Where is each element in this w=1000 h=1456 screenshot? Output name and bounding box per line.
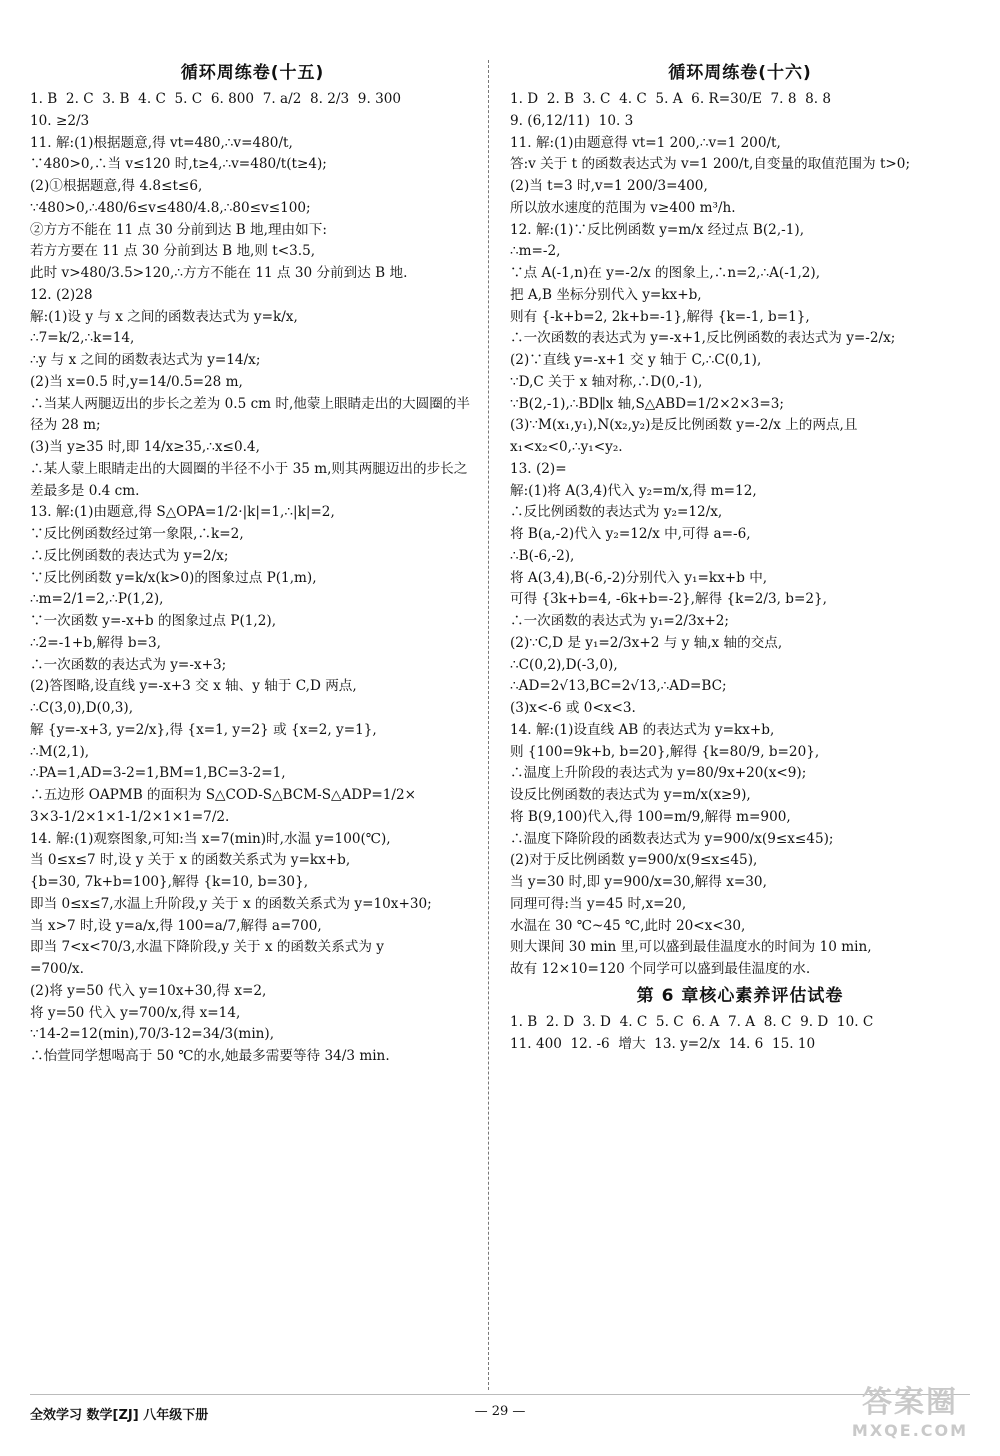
answer-line: ∴2=-1+b,解得 b=3, <box>30 634 161 651</box>
answer-line: ∴一次函数的表达式为 y=-x+3; <box>30 656 227 673</box>
answer-line: ∴y 与 x 之间的函数表达式为 y=14/x; <box>30 352 261 369</box>
answer-line: ∵D,C 关于 x 轴对称,∴D(0,-1), <box>510 373 703 390</box>
answer-line: {b=30, 7k+b=100},解得 {k=10, b=30}, <box>30 874 309 891</box>
answer-line: (3)x<-6 或 0<x<3. <box>510 700 636 717</box>
answer-line: 14. 解:(1)设直线 AB 的表达式为 y=kx+b, <box>510 721 775 738</box>
page-number: — 29 — <box>474 1404 526 1419</box>
left-answer-list <box>30 89 475 1068</box>
answer-line: 答:v 关于 t 的函数表达式为 v=1 200/t,自变量的取值范围为 t>0; <box>510 156 911 173</box>
answer-line: 则有 {-k+b=2, 2k+b=-1},解得 {k=-1, b=1}, <box>510 308 810 325</box>
answer-line: ∵14-2=12(min),70/3-12=34/3(min), <box>30 1026 275 1043</box>
answer-line: ②方方不能在 11 点 30 分前到达 B 地,理由如下: <box>30 221 327 238</box>
answer-line: 则 {100=9k+b, b=20},解得 {k=80/9, b=20}, <box>510 743 820 760</box>
answer-line: 1. B 2. D 3. D 4. C 5. C 6. A 7. A 8. C 9. D 10. C <box>510 1014 874 1031</box>
watermark-logo <box>840 1385 980 1445</box>
chapter-test-answers <box>510 1012 970 1056</box>
answer-line: 12. (2)28 <box>30 286 93 303</box>
answer-line: ∴m=2/1=2,∴P(1,2), <box>30 591 164 608</box>
answer-line: (2)当 x=0.5 时,y=14/0.5=28 m, <box>30 373 243 390</box>
answer-line: 当 y=30 时,即 y=900/x=30,解得 x=30, <box>510 874 767 891</box>
answer-line: (2)∵直线 y=-x+1 交 y 轴于 C,∴C(0,1), <box>510 352 762 369</box>
left-section-title: 循环周练卷(十五) <box>180 63 325 83</box>
answer-line: ∴M(2,1), <box>30 743 90 760</box>
answer-line: ∴PA=1,AD=3-2=1,BM=1,BC=3-2=1, <box>30 765 286 782</box>
answer-line: ∴五边形 OAPMB 的面积为 S△COD-S△BCM-S△ADP=1/2× <box>30 787 416 804</box>
answer-line: =700/x. <box>30 961 84 978</box>
answer-line: 12. 解:(1)∵反比例函数 y=m/x 经过点 B(2,-1), <box>510 221 805 238</box>
answer-line: ∵480>0,∴480/6≤v≤480/4.8,∴80≤v≤100; <box>30 199 311 216</box>
right-section-title: 循环周练卷(十六) <box>668 63 812 83</box>
answer-line: 11. 解:(1)由题意得 vt=1 200,∴v=1 200/t, <box>510 134 781 151</box>
answer-line: ∴温度上升阶段的表达式为 y=80/9x+20(x<9); <box>510 765 807 782</box>
answer-line: ∴反比例函数的表达式为 y₂=12/x, <box>510 504 723 521</box>
answer-line: ∴7=k/2,∴k=14, <box>30 330 135 347</box>
answer-line: ∴反比例函数的表达式为 y=2/x; <box>30 547 229 564</box>
answer-line: 即当 0≤x≤7,水温上升阶段,y 关于 x 的函数关系式为 y=10x+30; <box>30 895 432 912</box>
answer-line: (3)∵M(x₁,y₁),N(x₂,y₂)是反比例函数 y=-2/x 上的两点,且 x₁<x₂<0,∴y₁<y₂. <box>510 417 862 456</box>
answer-line: 若方方要在 11 点 30 分前到达 B 地,则 t<3.5, <box>30 243 316 260</box>
answer-line: 3×3-1/2×1×1-1/2×1×1=7/2. <box>30 808 230 825</box>
answer-line: 此时 v>480/3.5>120,∴方方不能在 11 点 30 分前到达 B 地. <box>30 265 408 282</box>
footer-rule <box>30 1394 970 1395</box>
answer-line: 1. B 2. C 3. B 4. C 5. C 6. 800 7. a/2 8. 2/3 9. 300 <box>30 91 402 108</box>
answer-line: ∵反比例函数经过第一象限,∴k=2, <box>30 526 244 543</box>
chapter-test-title: 第 6 章核心素养评估试卷 <box>636 985 844 1006</box>
watermark-sub-text: MXQE.COM <box>851 1421 969 1440</box>
answer-line: ∵点 A(-1,n)在 y=-2/x 的图象上,∴n=2,∴A(-1,2), <box>510 265 821 282</box>
answer-line: 设反比例函数的表达式为 y=m/x(x≥9), <box>510 787 751 804</box>
answer-line: ∵480>0,∴当 v≤120 时,t≥4,∴v=480/t(t≥4); <box>30 156 327 173</box>
answer-line: 将 A(3,4),B(-6,-2)分别代入 y₁=kx+b 中, <box>510 569 768 586</box>
column-divider <box>488 60 489 1390</box>
answer-line: ∵一次函数 y=-x+b 的图象过点 P(1,2), <box>30 613 277 630</box>
answer-line: 13. (2)= <box>510 460 567 477</box>
answer-line: ∴一次函数的表达式为 y₁=2/3x+2; <box>510 613 729 630</box>
answer-line: ∴m=-2, <box>510 243 561 260</box>
answer-line: (2)将 y=50 代入 y=10x+30,得 x=2, <box>30 982 267 999</box>
answer-line: 水温在 30 ℃~45 ℃,此时 20<x<30, <box>510 917 746 934</box>
answer-line: 将 y=50 代入 y=700/x,得 x=14, <box>30 1004 241 1021</box>
page-footer <box>30 1400 970 1430</box>
answer-line: 即当 7<x<70/3,水温下降阶段,y 关于 x 的函数关系式为 y <box>30 939 384 956</box>
left-column <box>30 60 475 1068</box>
answer-line: 则大课间 30 min 里,可以盛到最佳温度水的时间为 10 min, <box>510 939 872 956</box>
answer-line: 解 {y=-x+3, y=2/x},得 {x=1, y=2} 或 {x=2, y=1}, <box>30 721 377 738</box>
answer-line: 9. (6,12/11) 10. 3 <box>510 112 634 129</box>
answer-line: 把 A,B 坐标分别代入 y=kx+b, <box>510 286 702 303</box>
answer-line: 所以放水速度的范围为 v≥400 m³/h. <box>510 199 736 216</box>
answer-line: 解:(1)设 y 与 x 之间的函数表达式为 y=k/x, <box>30 308 298 325</box>
answer-line: ∴一次函数的表达式为 y=-x+1,反比例函数的表达式为 y=-2/x; <box>510 330 896 347</box>
answer-line: ∴AD=2√13,BC=2√13,∴AD=BC; <box>510 678 727 695</box>
answer-line: 当 0≤x≤7 时,设 y 关于 x 的函数关系式为 y=kx+b, <box>30 852 351 869</box>
right-answer-list <box>510 89 970 981</box>
answer-line: 10. ≥2/3 <box>30 112 90 129</box>
answer-line: 将 B(9,100)代入,得 100=m/9,解得 m=900, <box>510 808 791 825</box>
answer-line: 当 x>7 时,设 y=a/x,得 100=a/7,解得 a=700, <box>30 917 322 934</box>
answer-line: ∴B(-6,-2), <box>510 547 575 564</box>
answer-line: 1. D 2. B 3. C 4. C 5. A 6. R=30/E 7. 8 8. 8 <box>510 91 832 108</box>
answer-line: (3)当 y≥35 时,即 14/x≥35,∴x≤0.4, <box>30 439 260 456</box>
answer-line: 13. 解:(1)由题意,得 S△OPA=1/2·|k|=1,∴|k|=2, <box>30 504 335 521</box>
answer-line: (2)∵C,D 是 y₁=2/3x+2 与 y 轴,x 轴的交点, <box>510 634 783 651</box>
answer-line: 11. 400 12. -6 增大 13. y=2/x 14. 6 15. 10 <box>510 1035 816 1052</box>
answer-line: 14. 解:(1)观察图象,可知:当 x=7(min)时,水温 y=100(℃), <box>30 830 391 847</box>
answer-line: ∴C(3,0),D(0,3), <box>30 700 134 717</box>
answer-line: 11. 解:(1)根据题意,得 vt=480,∴v=480/t, <box>30 134 293 151</box>
answer-line: ∴当某人两腿迈出的步长之差为 0.5 cm 时,他蒙上眼睛走出的大圆圈的半径为 28 m; <box>30 395 471 434</box>
answer-line: ∴怡萱同学想喝高于 50 ℃的水,她最多需要等待 34/3 min. <box>30 1048 390 1065</box>
answer-line: (2)①根据题意,得 4.8≤t≤6, <box>30 178 203 195</box>
answer-line: (2)当 t=3 时,v=1 200/3=400, <box>510 178 708 195</box>
answer-line: ∴某人蒙上眼睛走出的大圆圈的半径不小于 35 m,则其两腿迈出的步长之差最多是 0.4 cm. <box>30 460 468 499</box>
answer-line: ∵B(2,-1),∴BD∥x 轴,S△ABD=1/2×2×3=3; <box>510 395 784 412</box>
answer-line: 可得 {3k+b=4, -6k+b=-2},解得 {k=2/3, b=2}, <box>510 591 828 608</box>
answer-line: (2)对于反比例函数 y=900/x(9≤x≤45), <box>510 852 758 869</box>
answer-line: 将 B(a,-2)代入 y₂=12/x 中,可得 a=-6, <box>510 526 751 543</box>
answer-line: 同理可得:当 y=45 时,x=20, <box>510 895 687 912</box>
answer-line: ∴温度下降阶段的函数表达式为 y=900/x(9≤x≤45); <box>510 830 834 847</box>
answer-line: ∴C(0,2),D(-3,0), <box>510 656 618 673</box>
right-column <box>510 60 970 1056</box>
book-title: 全效学习 数学[ZJ] 八年级下册 <box>30 1408 209 1423</box>
answer-line: 故有 12×10=120 个同学可以盛到最佳温度的水. <box>510 961 811 978</box>
answer-line: 解:(1)将 A(3,4)代入 y₂=m/x,得 m=12, <box>510 482 757 499</box>
answer-line: (2)答图略,设直线 y=-x+3 交 x 轴、y 轴于 C,D 两点, <box>30 678 357 695</box>
answer-line: ∵反比例函数 y=k/x(k>0)的图象过点 P(1,m), <box>30 569 317 586</box>
watermark-main-text: 答案圈 <box>862 1385 958 1420</box>
